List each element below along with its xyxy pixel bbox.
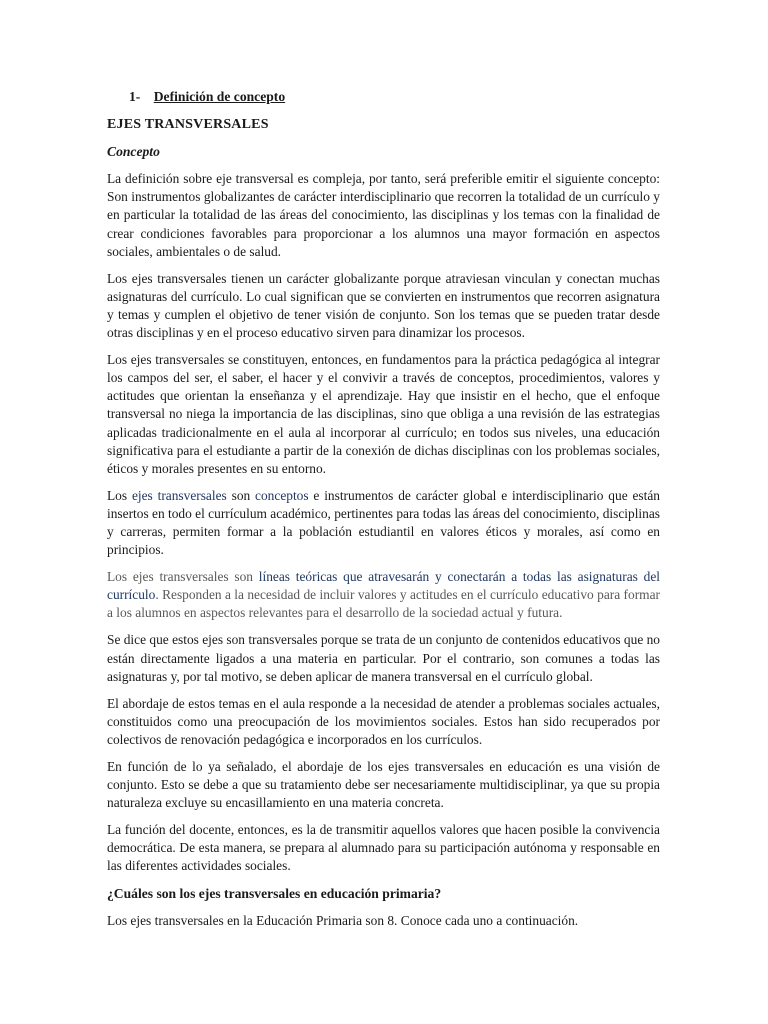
paragraph-6: Se dice que estos ejes son transversales porque se trata de un conjunto de contenidos educativos que no están directamente ligados a una materia en particular. Por el contrario, son comunes a todas las asignaturas y, por tal motivo, se deben aplicar de manera transversal en el currículo global. [107, 632, 660, 684]
closing-paragraph: Los ejes transversales en la Educación Primaria son 8. Conoce cada uno a continuación. [107, 912, 579, 928]
p4-text-a: Los [107, 487, 132, 503]
section-title: Definición de concepto [153, 89, 286, 104]
p4-text-e: e instrumentos de carácter global e interdisciplinario que están insertos en todo el currículum académico, pertinentes para todas las áreas del conocimiento, disciplinas y carreras, permiten formar a la población estudiantil en valores éticos y morales, así como en principios. [107, 487, 660, 558]
p4-link-conceptos[interactable]: conceptos [255, 487, 309, 503]
paragraph-5 [107, 568, 660, 622]
paragraph-2: Los ejes transversales tienen un carácter globalizante porque atraviesan vinculan y conectan muchas asignaturas del currículo. Lo cual significan que se convierten en instrumentos que recorren asignatura y temas y cumplen el objetivo de tener visión de conjunto. Son los temas que se pueden tratar desde otras disciplinas y en el proceso educativo sirven para dinamizar los procesos. [107, 270, 660, 341]
p4-text-c: son [226, 487, 256, 503]
document-page [107, 88, 660, 939]
section-heading [129, 88, 660, 106]
paragraph-1: La definición sobre eje transversal es compleja, por tanto, será preferible emitir el siguiente concepto: Son instrumentos globalizantes de carácter interdisciplinario que recorren la totalidad de un currículo y en particular la totalidad de las áreas del conocimiento, las disciplinas y los temas con la finalidad de crear condiciones favorables para proporcionar a los alumnos una mayor formación en aspectos sociales, ambientales o de salud. [107, 171, 660, 259]
main-title: EJES TRANSVERSALES [107, 117, 269, 133]
paragraph-7: El abordaje de estos temas en el aula responde a la necesidad de atender a problemas sociales actuales, constituidos como una preocupación de los movimientos sociales. Estos han sido recuperados por colectivos de renovación pedagógica e incorporados en los currículos. [107, 695, 660, 747]
p5-text-a: Los ejes transversales son [107, 569, 259, 585]
p5-highlight: líneas teóricas que atravesarán y conectarán a todas las asignaturas del currículo [107, 569, 660, 603]
paragraph-3: Los ejes transversales se constituyen, entonces, en fundamentos para la práctica pedagógica al integrar los campos del ser, el saber, el hacer y el convivir a través de conceptos, procedimientos, valores y actitudes que orientan la enseñanza y el aprendizaje. Hay que insistir en el hecho, que el enfoque transversal no niega la importancia de las disciplinas, sino que obliga a una revisión de las estrategias aplicadas tradicionalmente en el aula al incorporar al currículo; en todos sus niveles, una educación significativa para el estudiante a partir de la conexión de dichas disciplinas con los problemas sociales, éticos y morales presentes en su entorno. [107, 352, 660, 476]
p4-link-ejes-transversales[interactable]: ejes transversales [131, 487, 227, 503]
paragraph-4 [107, 487, 660, 559]
paragraph-9: La función del docente, entonces, es la de transmitir aquellos valores que hacen posible la convivencia democrática. De esta manera, se prepara al alumnado para su participación autónoma y responsable en las diferentes actividades sociales. [107, 822, 660, 874]
subtitle-concepto: Concepto [107, 144, 160, 160]
paragraph-8: En función de lo ya señalado, el abordaje de los ejes transversales en educación es una visión de conjunto. Esto se debe a que su tratamiento debe ser necesariamente multidisciplinar, ya que su propia naturaleza excluye su encasillamiento en una materia concreta. [107, 759, 660, 811]
question-heading: ¿Cuáles son los ejes transversales en educación primaria? [107, 885, 442, 901]
p5-text-c: . Responden a la necesidad de incluir valores y actitudes en el currículo educativo para formar a los alumnos en aspectos relevantes para el desarrollo de la sociedad actual y futura. [107, 587, 660, 621]
section-number: 1- [129, 89, 141, 104]
